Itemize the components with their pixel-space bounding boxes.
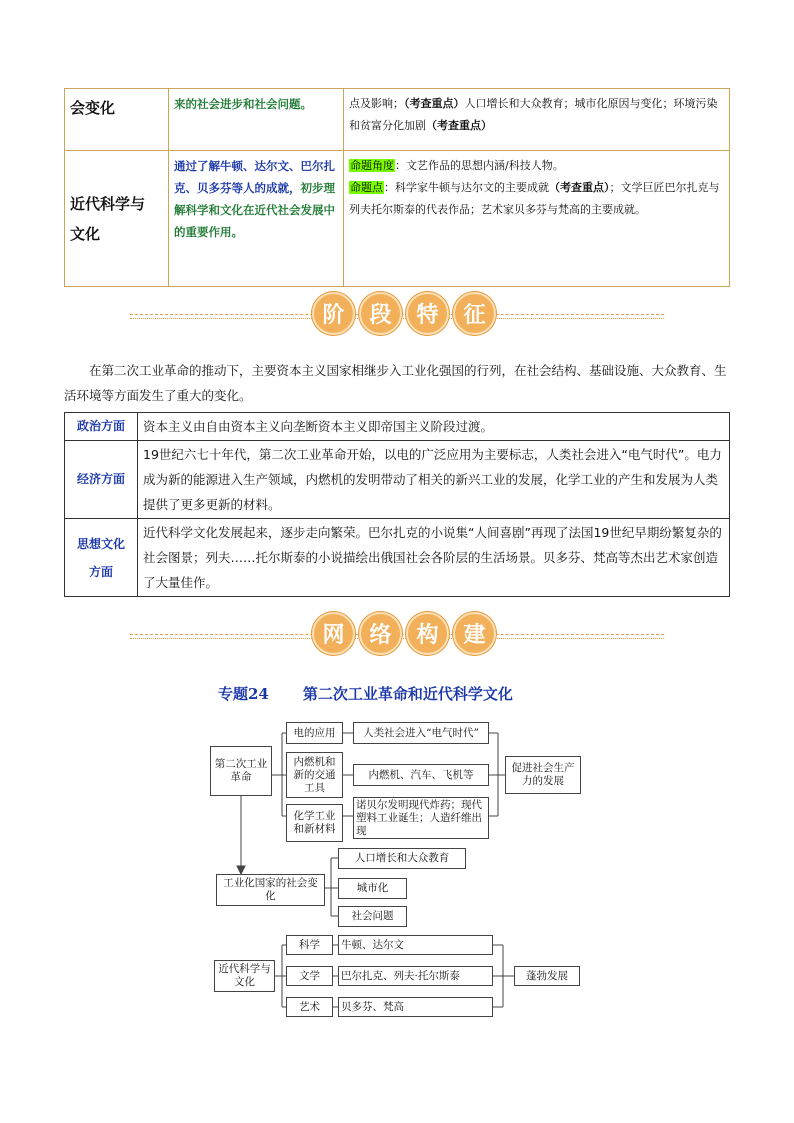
point-text: ：科学家牛顿与达尔文的主要成就 xyxy=(384,181,549,194)
row-body: 近代科学文化发展起来，逐步走向繁荣。巴尔扎克的小说集“人间喜剧”再现了法国19世纪早期纷繁复杂的社会图景；列夫……托尔斯泰的小说描绘出俄国社会各阶层的生活场景。贝多芬、梵高等杰出艺术家创造了大量佳作。 xyxy=(138,519,730,597)
point-label: 命题点 xyxy=(350,181,383,194)
node-science: 科学 xyxy=(286,935,333,955)
intro-paragraph: 在第二次工业革命的推动下，主要资本主义国家相继步入工业化强国的行列，在社会结构、基础设施、大众教育、生活环境等方面发生了重大的变化。 xyxy=(64,363,727,403)
analysis-part: 人口增长和大众教育；城市化原因与变化；环境污染和贫富分化加剧 xyxy=(349,97,718,132)
banner-char: 建 xyxy=(453,612,496,655)
node-population: 人口增长和大众教育 xyxy=(338,848,466,869)
node-flourishing: 蓬勃发展 xyxy=(514,966,580,986)
node-electricity: 电的应用 xyxy=(286,722,343,744)
requirement-cell: 来的社会进步和社会问题。 xyxy=(169,89,344,151)
node-second-industrial-revolution: 第二次工业革命 xyxy=(210,746,272,796)
node-chem-items: 诺贝尔发明现代炸药；现代塑料工业诞生；人造纤维出现 xyxy=(353,797,489,839)
key-point: （考查重点） xyxy=(404,97,465,110)
node-engine-transport: 内燃机和新的交通工具 xyxy=(286,752,343,798)
banner-char: 特 xyxy=(406,292,449,335)
node-literature: 文学 xyxy=(286,966,333,986)
topic-text: 近代科学与文化 xyxy=(70,194,146,243)
banner-char: 段 xyxy=(359,292,402,335)
banner-char: 网 xyxy=(312,612,355,655)
angle-label: 命题角度 xyxy=(350,159,394,172)
node-electric-age: 人类社会进入“电气时代” xyxy=(353,722,489,744)
angle-text: ：文艺作品的思想内涵/科技人物。 xyxy=(395,159,564,172)
node-science-culture: 近代科学与文化 xyxy=(214,960,275,992)
node-urbanization: 城市化 xyxy=(338,878,407,899)
topic-name: 第二次工业革命和近代科学文化 xyxy=(302,685,513,703)
analysis-part: 点及影响； xyxy=(349,97,404,110)
node-productivity: 促进社会生产力的发展 xyxy=(505,756,581,794)
node-social-problems: 社会问题 xyxy=(338,906,407,927)
node-chemistry: 化学工业和新材料 xyxy=(286,804,343,842)
key-point: （考查重点） xyxy=(549,181,610,194)
key-point: （考查重点） xyxy=(426,119,492,132)
node-balzac-tolstoy: 巴尔扎克、列夫·托尔斯泰 xyxy=(338,966,493,986)
topic-number: 专题24 xyxy=(218,685,269,703)
row-body: 资本主义由自由资本主义向垄断资本主义即帝国主义阶段过渡。 xyxy=(138,413,730,441)
node-beethoven-vangogh: 贝多芬、梵高 xyxy=(338,997,493,1017)
banner-char: 阶 xyxy=(312,292,355,335)
banner-char: 构 xyxy=(406,612,449,655)
row-head-text: 思想文化方面 xyxy=(76,536,125,579)
row-body: 19世纪六七十年代，第二次工业革命开始，以电的广泛应用为主要标志，人类社会进入“电气时代”。电力成为新的能源进入生产领域，内燃机的发明带动了相关的新兴工业的发展，化学工业的产生和发展为人类提供了更多更新的材料。 xyxy=(138,441,730,519)
requirement-part: 通过了解牛顿、达尔文、巴尔扎克、贝多芬等人的成就， xyxy=(174,159,335,195)
point-text: ；文学巨匠巴尔扎克与列夫托尔斯泰的代表作品；艺术家贝多芬与梵高的主要成就。 xyxy=(349,181,720,216)
node-art: 艺术 xyxy=(286,997,333,1017)
requirement-part: 初步理解科学和文化在近代社会发展中的重要作用。 xyxy=(174,181,335,239)
topic-cell: 会变化 xyxy=(65,89,169,151)
banner-char: 征 xyxy=(453,292,496,335)
node-social-change: 工业化国家的社会变化 xyxy=(216,874,325,906)
banner-char: 络 xyxy=(359,612,402,655)
row-head: 政治方面 xyxy=(65,413,138,441)
node-newton-darwin: 牛顿、达尔文 xyxy=(338,935,493,955)
row-head: 经济方面 xyxy=(65,441,138,519)
node-engines: 内燃机、汽车、飞机等 xyxy=(353,764,489,786)
